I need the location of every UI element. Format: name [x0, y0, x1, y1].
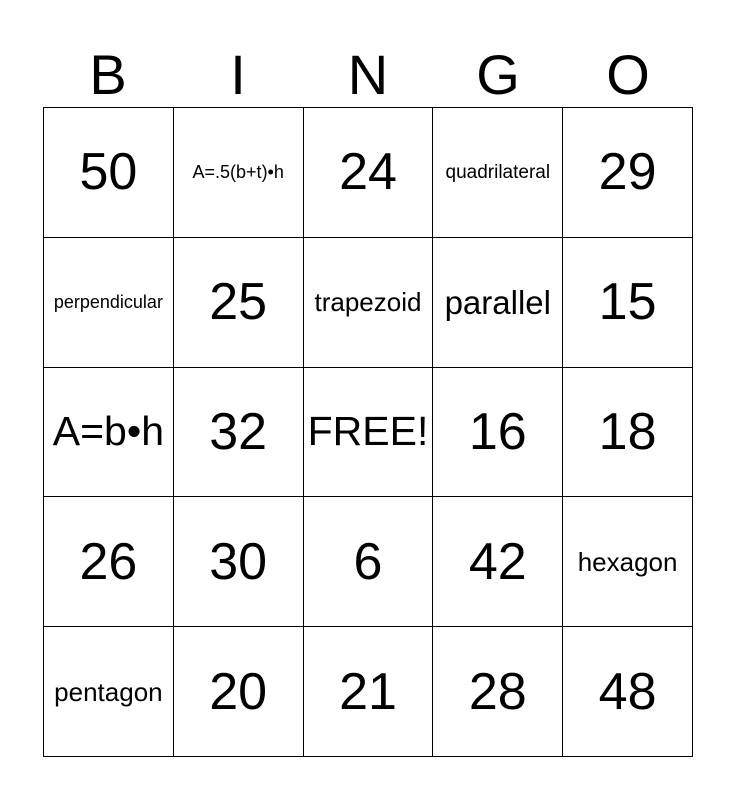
free-space-cell: FREE!: [304, 368, 434, 498]
bingo-cell: parallel: [433, 238, 563, 368]
bingo-cell: A=.5(b+t)•h: [174, 108, 304, 238]
bingo-cell: pentagon: [44, 627, 174, 757]
bingo-cell: 21: [304, 627, 434, 757]
bingo-header: [43, 42, 693, 108]
bingo-cell: 24: [304, 108, 434, 238]
bingo-cell: hexagon: [563, 497, 693, 627]
bingo-cell: 18: [563, 368, 693, 498]
bingo-cell: 42: [433, 497, 563, 627]
bingo-cell: quadrilateral: [433, 108, 563, 238]
bingo-cell: 48: [563, 627, 693, 757]
bingo-cell: trapezoid: [304, 238, 434, 368]
bingo-cell: A=b•h: [44, 368, 174, 498]
bingo-cell: 16: [433, 368, 563, 498]
header-letter-i: I: [230, 43, 246, 106]
bingo-cell: 15: [563, 238, 693, 368]
bingo-cell: 20: [174, 627, 304, 757]
bingo-board: [43, 107, 693, 757]
header-letter-g: G: [476, 43, 520, 106]
bingo-cell: 50: [44, 108, 174, 238]
header-letter-o: O: [606, 43, 650, 106]
bingo-cell: 28: [433, 627, 563, 757]
bingo-cell: 32: [174, 368, 304, 498]
bingo-cell: perpendicular: [44, 238, 174, 368]
header-letter-b: B: [89, 43, 127, 106]
bingo-cell: 30: [174, 497, 304, 627]
bingo-cell: 6: [304, 497, 434, 627]
bingo-cell: 25: [174, 238, 304, 368]
header-letter-n: N: [347, 43, 389, 106]
bingo-cell: 26: [44, 497, 174, 627]
bingo-cell: 29: [563, 108, 693, 238]
